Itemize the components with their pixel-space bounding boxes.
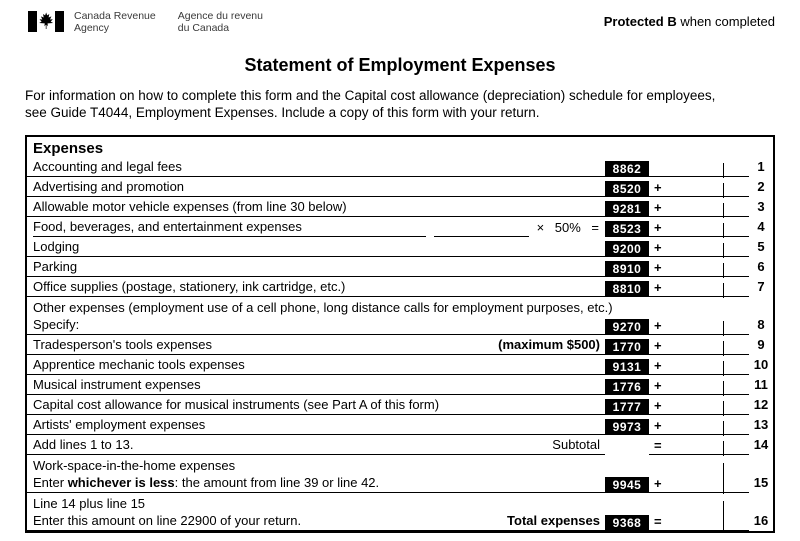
amount-field[interactable] [649,197,749,217]
expenses-box [25,135,775,533]
line-number: 1 [757,159,765,174]
line-number: 2 [757,179,765,194]
protected-b-notice: Protected B when completed [603,14,775,29]
amount-field[interactable] [649,335,749,355]
amount-field[interactable] [649,511,749,531]
line-code-box: 8910 [605,261,649,277]
line-code-box: 1776 [605,379,649,395]
amount-field[interactable] [649,237,749,257]
line-code-box: 1770 [605,339,649,355]
line-code-box: 9270 [605,319,649,335]
line-number: 8 [757,317,765,332]
row-label-area [27,237,605,257]
line-code-box: 9368 [605,515,649,531]
operator-sign: + [654,318,662,333]
amount-field[interactable] [649,217,749,237]
expense-row-line-12 [27,395,773,415]
cents-divider [723,361,725,376]
operator-sign: + [654,398,662,413]
cents-divider [723,421,725,436]
line-number: 16 [753,513,769,528]
line-number: 14 [753,437,769,452]
agency-name-french: Agence du revenu du Canada [177,10,263,34]
cents-divider [723,283,725,298]
writein-amount-field[interactable] [434,217,529,237]
form-title: Statement of Employment Expenses [244,55,556,75]
amount-field[interactable] [649,315,749,335]
operator-sign: + [654,476,662,491]
expense-row-line-1 [27,157,773,177]
cents-divider [723,243,725,258]
line-number: 10 [753,357,769,372]
operator-sign: + [654,338,662,353]
amount-field[interactable] [649,435,749,455]
expense-row-line-9 [27,335,773,355]
operator-sign: = [654,438,662,453]
cents-divider [723,203,725,218]
line-number: 12 [753,397,769,412]
operator-sign: + [654,280,662,295]
operator-sign: + [654,180,662,195]
row-label: Add lines 1 to 13. [33,437,134,452]
line-code-box: 9281 [605,201,649,217]
row-label-area [27,375,605,395]
row-note: (maximum $500) [498,337,600,352]
expense-row-line-3 [27,197,773,217]
expense-row-line-5 [27,237,773,257]
operator-sign: = [654,514,662,529]
row-label: Office supplies (postage, stationery, ink cartridge, etc.) [33,279,346,294]
row-label: Enter whichever is less: the amount from line 39 or line 42. [33,475,380,490]
amount-field[interactable] [649,277,749,297]
line-code-box: 8523 [605,221,649,237]
row-pre-label: Work-space-in-the-home expenses [33,458,236,473]
amount-field[interactable] [649,355,749,375]
cents-divider [723,163,725,178]
expense-row-line-4 [27,217,773,237]
row-label: Artists' employment expenses [33,417,206,432]
amount-field[interactable] [649,473,749,493]
row-label-area [27,217,605,237]
row-label: Musical instrument expenses [33,377,201,392]
line-number: 5 [757,239,765,254]
row-label: Allowable motor vehicle expenses (from line 30 below) [33,199,347,214]
row-label-area [27,355,605,375]
row-label: Enter this amount on line 22900 of your return. [33,513,302,528]
row-label: Tradesperson's tools expenses [33,337,213,352]
line-code-box: 9200 [605,241,649,257]
operator-sign: + [654,220,662,235]
row-label-area [27,257,605,277]
row-label: Parking [33,259,78,274]
expense-row-line-11 [27,375,773,395]
expense-row-line-15 [27,455,773,493]
line-number: 13 [753,417,769,432]
canada-flag-icon [28,11,64,32]
top-bar [0,0,800,34]
row-note: Total expenses [507,513,600,528]
expenses-section-title: Expenses [33,140,104,157]
row-label-area [27,157,605,177]
operator-sign: + [654,200,662,215]
cents-divider [723,321,725,336]
row-label-area [27,177,605,197]
row-label-area [27,315,605,335]
cents-divider [723,183,725,198]
line-number: 9 [757,337,765,352]
row-label-area [27,395,605,415]
expense-row-line-13 [27,415,773,435]
line-code-box: 8520 [605,181,649,197]
expense-rows [27,157,773,531]
cents-divider [723,223,725,238]
amount-field[interactable] [649,395,749,415]
line-code-box: 9131 [605,359,649,375]
operator-sign: + [654,240,662,255]
cents-divider [723,463,725,494]
row-label: Advertising and promotion [33,179,185,194]
expense-row-line-2 [27,177,773,197]
operator-sign: + [654,378,662,393]
cents-divider [723,401,725,416]
row-label: Lodging [33,239,80,254]
line-code-box: 8810 [605,281,649,297]
row-pre-label: Other expenses (employment use of a cell phone, long distance calls for employment purposes, etc.) [33,300,613,315]
intro-text: For information on how to complete this form and the Capital cost allowance (depreciation) schedule for employees, see Guide T4044, Employment Expenses. Include a copy of this form with your return. [25,88,716,120]
expense-row-line-16 [27,493,773,531]
row-label-area [27,277,605,297]
line-number: 6 [757,259,765,274]
amount-field[interactable] [649,375,749,395]
amount-field[interactable] [649,157,749,177]
line-code-box: 9973 [605,419,649,435]
agency-name-english: Canada Revenue Agency [74,10,156,34]
line-code-box: 1777 [605,399,649,415]
cents-divider [723,381,725,396]
row-label-area [27,473,605,493]
expense-row-line-8 [27,297,773,335]
line-number: 7 [757,279,765,294]
specify-writein-field[interactable] [79,315,605,332]
row-pre-label: Line 14 plus line 15 [33,496,146,511]
row-label: Capital cost allowance for musical instruments (see Part A of this form) [33,397,440,412]
cents-divider [723,441,725,456]
line-number: 15 [753,475,769,490]
row-label: Accounting and legal fees [33,159,182,174]
expense-row-line-6 [27,257,773,277]
cents-divider [723,341,725,356]
amount-field[interactable] [649,177,749,197]
expense-row-line-14 [27,435,773,455]
row-label-area [27,335,605,355]
amount-field[interactable] [649,415,749,435]
line-code-box: 9945 [605,477,649,493]
row-label: Specify: [33,317,80,332]
row-label-area [27,511,605,531]
cents-divider [723,501,725,532]
line-number: 3 [757,199,765,214]
row-label-area [27,197,605,217]
row-label-area [27,435,605,455]
operator-sign: + [654,260,662,275]
cents-divider [723,263,725,278]
amount-field[interactable] [649,257,749,277]
row-note: Subtotal [552,437,600,452]
line-code-box: 8862 [605,161,649,177]
operator-sign: + [654,358,662,373]
multiplier-label: × 50% = [536,220,599,235]
row-label-area [27,415,605,435]
operator-sign: + [654,418,662,433]
expense-row-line-7 [27,277,773,297]
government-signature [28,10,263,34]
row-label: Food, beverages, and entertainment expenses [33,219,426,237]
line-number: 11 [754,377,768,392]
row-label: Apprentice mechanic tools expenses [33,357,245,372]
line-number: 4 [757,219,765,234]
expense-row-line-10 [27,355,773,375]
